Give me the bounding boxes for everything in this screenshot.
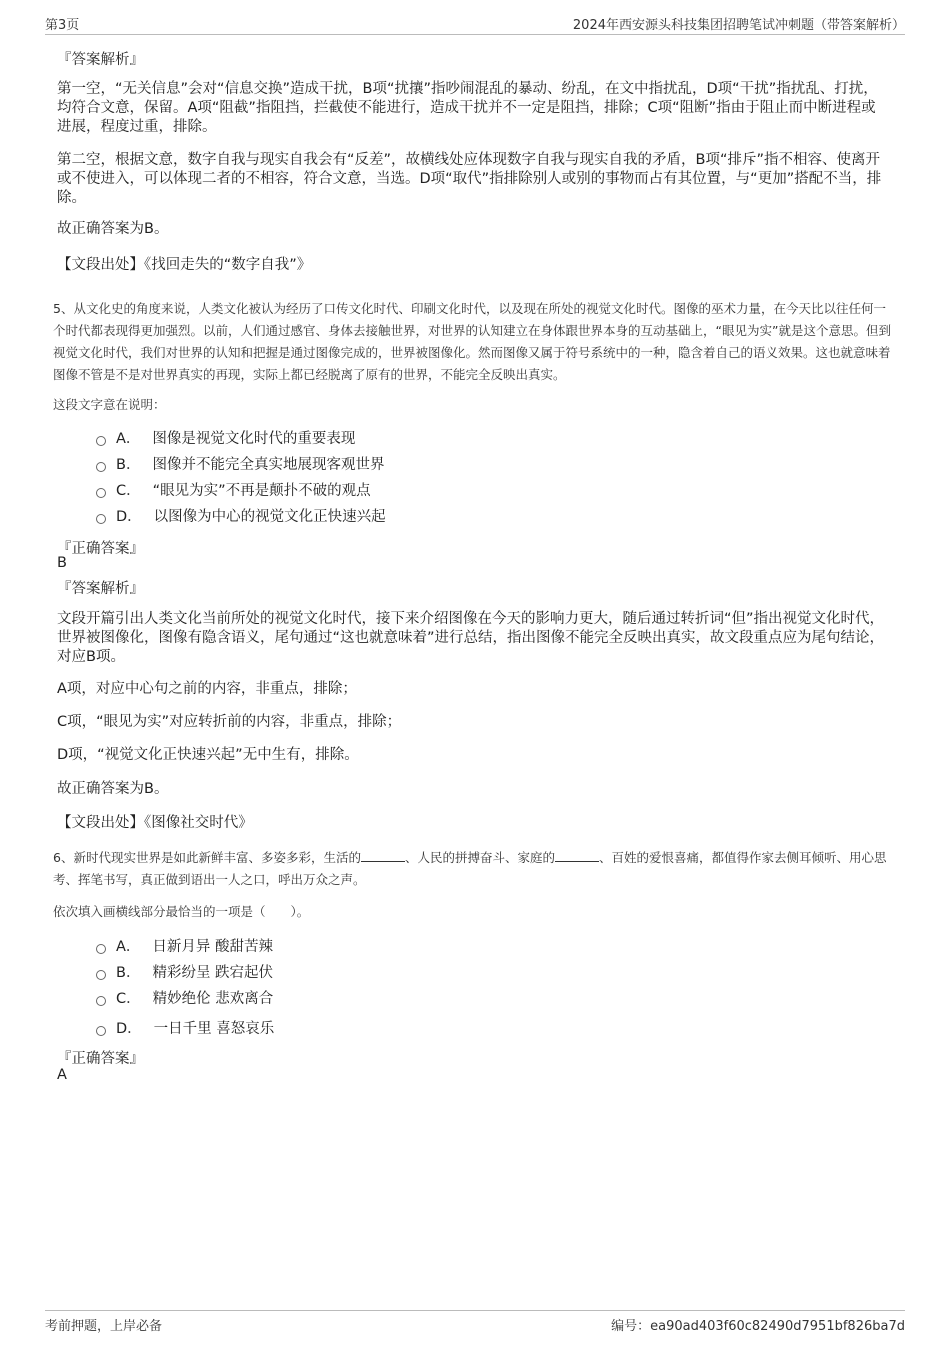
stem-part: 6、新时代现实世界是如此新鲜丰富、多姿多彩，生活的 bbox=[53, 850, 361, 865]
option-c[interactable] bbox=[96, 989, 273, 1009]
radio-icon[interactable] bbox=[96, 462, 106, 472]
radio-icon[interactable] bbox=[96, 996, 106, 1006]
analysis-paragraph: C项，“眼见为实”对应转折前的内容，非重点，排除； bbox=[57, 714, 402, 730]
option-key: B． bbox=[116, 457, 141, 473]
option-a[interactable] bbox=[96, 429, 355, 449]
question-stem: 5、从文化史的角度来说，人类文化被认为经历了口传文化时代、印刷文化时代，以及现在所处的视觉文化时代。图像的巫术力量，在今天比以往任何一个时代都表现得更加强烈。以前，人们通过感官、身体去接触世界，对世界的认知建立在身体跟世界本身的互动基础上，“眼见为实”就是这个意思。但到视觉文化时代，我们对世界的认知和把握是通过图像完成的，世界被图像化。然而图像又属于符号系统中的一种，隐含着自己的语义效果。这也就意味着图像不管是不是对世界真实的再现，实际上都已经脱离了原有的世界，不能完全反映出真实。 bbox=[53, 301, 891, 382]
option-b[interactable] bbox=[96, 963, 273, 983]
analysis-paragraph: 第二空，根据文意，数字自我与现实自我会有“反差”，故横线处应体现数字自我与现实自我的矛盾，B项“排斥”指不相容、使离开或不使进入，可以体现二者的不相容，符合文意，当选。D项“取代”指排除别人或别的事物而占有其位置，与“更加”搭配不当，排除。 bbox=[57, 152, 882, 206]
option-b[interactable] bbox=[96, 455, 384, 475]
document-title: 2024年西安源头科技集团招聘笔试冲刺题（带答案解析） bbox=[572, 18, 905, 33]
fill-blank bbox=[555, 849, 599, 862]
source-text: 【文段出处】《找回走失的“数字自我”》 bbox=[57, 257, 312, 273]
option-a[interactable] bbox=[96, 937, 273, 957]
correct-answer-label: 『正确答案』 bbox=[57, 541, 144, 557]
radio-icon[interactable] bbox=[96, 1026, 106, 1036]
option-text: “眼见为实”不再是颠扑不破的观点 bbox=[152, 483, 371, 499]
analysis-label: 『答案解析』 bbox=[57, 581, 144, 597]
document-code: 编号：ea90ad403f60c82490d7951bf826ba7d bbox=[611, 1319, 905, 1334]
option-c[interactable] bbox=[96, 481, 371, 501]
page-header bbox=[45, 14, 905, 35]
correct-answer: B bbox=[57, 555, 67, 571]
option-text: 精彩纷呈 跌宕起伏 bbox=[152, 965, 274, 981]
analysis-label: 『答案解析』 bbox=[57, 52, 144, 68]
stem-part: 、百姓的爱恨喜痛，都值得作家去侧耳倾听、用心思考、挥笔书写，真正做到语出一人之口，呼出万众之声。 bbox=[53, 850, 887, 887]
option-key: A． bbox=[116, 431, 141, 447]
radio-icon[interactable] bbox=[96, 514, 106, 524]
stem-part: 、人民的拼搏奋斗、家庭的 bbox=[404, 850, 555, 865]
option-text: 图像是视觉文化时代的重要表现 bbox=[152, 431, 356, 447]
question-prompt: 依次填入画横线部分最恰当的一项是（ ）。 bbox=[53, 904, 310, 919]
analysis-paragraph: D项，“视觉文化正快速兴起”无中生有，排除。 bbox=[57, 747, 359, 763]
option-key: D． bbox=[116, 509, 142, 525]
option-key: A． bbox=[116, 939, 141, 955]
conclusion-text: 故正确答案为B。 bbox=[57, 781, 169, 797]
conclusion-text: 故正确答案为B。 bbox=[57, 221, 169, 237]
correct-answer: A bbox=[57, 1067, 67, 1083]
question-stem bbox=[53, 847, 898, 891]
option-d[interactable] bbox=[96, 507, 386, 527]
radio-icon[interactable] bbox=[96, 436, 106, 446]
question-prompt: 这段文字意在说明： bbox=[53, 397, 166, 412]
fill-blank bbox=[361, 849, 405, 862]
page-number: 第3页 bbox=[45, 18, 80, 33]
option-text: 图像并不能完全真实地展现客观世界 bbox=[152, 457, 385, 473]
footer-slogan: 考前押题，上岸必备 bbox=[45, 1319, 163, 1334]
radio-icon[interactable] bbox=[96, 488, 106, 498]
correct-answer-label: 『正确答案』 bbox=[57, 1051, 144, 1067]
analysis-paragraph: 文段开篇引出人类文化当前所处的视觉文化时代，接下来介绍图像在今天的影响力更大，随后通过转折词“但”指出视觉文化时代，世界被图像化，图像有隐含语义，尾句通过“这也就意味着”进行总结，指出图像不能完全反映出真实，故文段重点应为尾句结论，对应B项。 bbox=[57, 611, 885, 665]
option-key: C． bbox=[116, 483, 141, 499]
radio-icon[interactable] bbox=[96, 944, 106, 954]
option-key: B． bbox=[116, 965, 141, 981]
option-key: D． bbox=[116, 1021, 142, 1037]
radio-icon[interactable] bbox=[96, 970, 106, 980]
option-text: 精妙绝伦 悲欢离合 bbox=[152, 991, 274, 1007]
option-d[interactable] bbox=[96, 1019, 274, 1039]
option-text: 一日千里 喜怒哀乐 bbox=[153, 1021, 275, 1037]
page-footer bbox=[45, 1310, 905, 1335]
source-text: 【文段出处】《图像社交时代》 bbox=[57, 815, 253, 831]
option-text: 以图像为中心的视觉文化正快速兴起 bbox=[153, 509, 386, 525]
analysis-paragraph: 第一空，“无关信息”会对“信息交换”造成干扰，B项“扰攘”指吵闹混乱的暴动、纷乱，在文中指扰乱，D项“干扰”指扰乱、打扰，均符合文意，保留。A项“阻截”指阻挡，拦截使不能进行，造成干扰并不一定是阻挡，排除；C项“阻断”指由于阻止而中断进程或进展，程度过重，排除。 bbox=[57, 81, 878, 135]
analysis-paragraph: A项，对应中心句之前的内容，非重点，排除； bbox=[57, 681, 357, 697]
option-text: 日新月异 酸甜苦辣 bbox=[152, 939, 274, 955]
option-key: C． bbox=[116, 991, 141, 1007]
